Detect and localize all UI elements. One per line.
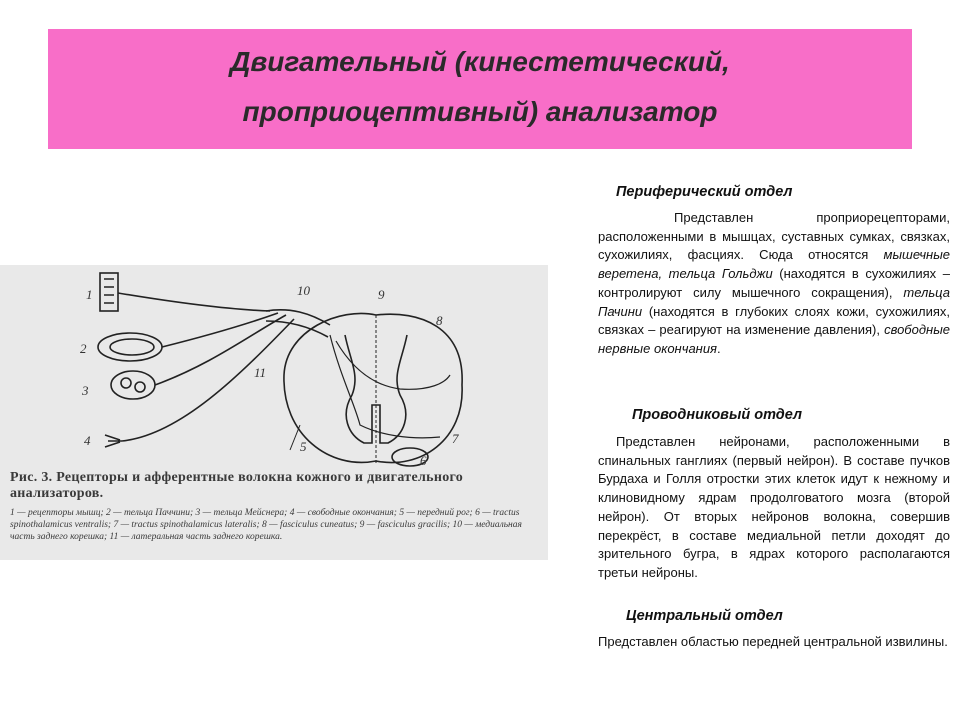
label-5: 5: [300, 439, 307, 454]
conductive-text-body: Представлен нейронами, расположенными в спинальных ганглиях (первый нейрон). В составе пучков Бурдаха и Голля отростки этих клеток идут к нежному и клиновидному ядрам продолговатого мозга (второй нейрон). От вторых нейронов волокна, совершив перекрёст, в составе медиальной петли доходят до зрительного бугра, в ядрах которого располагаются третьи нейроны.: [598, 434, 950, 580]
label-1: 1: [86, 287, 93, 302]
title-line-1: Двигательный (кинестетический,: [230, 46, 730, 77]
free-endings-shape: [105, 435, 122, 447]
slide-title: [48, 37, 912, 137]
label-6: 6: [420, 453, 427, 468]
pacinian-body-shape: [98, 333, 162, 361]
peripheral-emph-3: свободные нервные окончания: [598, 322, 950, 356]
peripheral-text-3: (находятся в глубоких слоях кожи, сухожилиях, связках – реагируют на изменение давления),: [598, 303, 950, 338]
central-heading: Центральный отдел: [626, 608, 783, 624]
meissner-body-shape: [111, 371, 155, 399]
caption-legend: 1 — рецепторы мышц; 2 — тельца Паччини; 3 — тельца Мейснера; 4 — свободные окончания; 5 — передний рог; 6 — tractus spinothalamicus ventralis; 7 — tractus spinothalamicus lateralis; 8 — fasciculus cuneatus; 9 — fasciculus gracilis; 10 — медиальная часть заднего корешка; 11 — латеральная часть заднего корешка.: [10, 508, 522, 542]
label-3: 3: [82, 383, 89, 398]
label-9: 9: [378, 287, 385, 302]
label-7: 7: [452, 431, 459, 446]
peripheral-text-2: (находятся в сухожилиях – контролируют силу мышечного сокращения),: [598, 266, 950, 300]
conductive-heading: Проводниковый отдел: [632, 407, 802, 423]
peripheral-emph-2: тельца Пачини: [598, 284, 950, 319]
spinal-cord-outline: [284, 313, 462, 462]
label-8: 8: [436, 313, 443, 328]
label-4: 4: [84, 433, 91, 448]
fiber-1: [118, 293, 270, 311]
peripheral-emph-1: мышечные веретена, тельца Гольджи: [598, 247, 950, 282]
peripheral-text-4: .: [717, 340, 721, 356]
label-2: 2: [80, 341, 87, 356]
peripheral-text: [598, 209, 950, 359]
label-11: 11: [254, 365, 267, 380]
title-band: [48, 29, 912, 149]
fiber-4: [122, 319, 294, 441]
peripheral-heading: Периферический отдел: [616, 184, 793, 200]
title-line-2: проприоцептивный) анализатор: [242, 96, 718, 127]
receptor-figure: [0, 265, 548, 560]
figure-caption: [10, 470, 540, 543]
label-10: 10: [297, 283, 310, 298]
caption-title: Рис. 3. Рецепторы и афферентные волокна кожного и двигательного анализаторов.: [10, 470, 464, 501]
fiber-3: [155, 315, 286, 385]
conductive-text: [598, 433, 950, 583]
peripheral-text-1: Представлен проприорецепторами, расположенными в мышцах, суставных сумках, связках, сухожилиях, фасциях. Сюда относятся: [598, 210, 950, 263]
central-text: Представлен областью передней центральной извилины.: [598, 634, 948, 649]
